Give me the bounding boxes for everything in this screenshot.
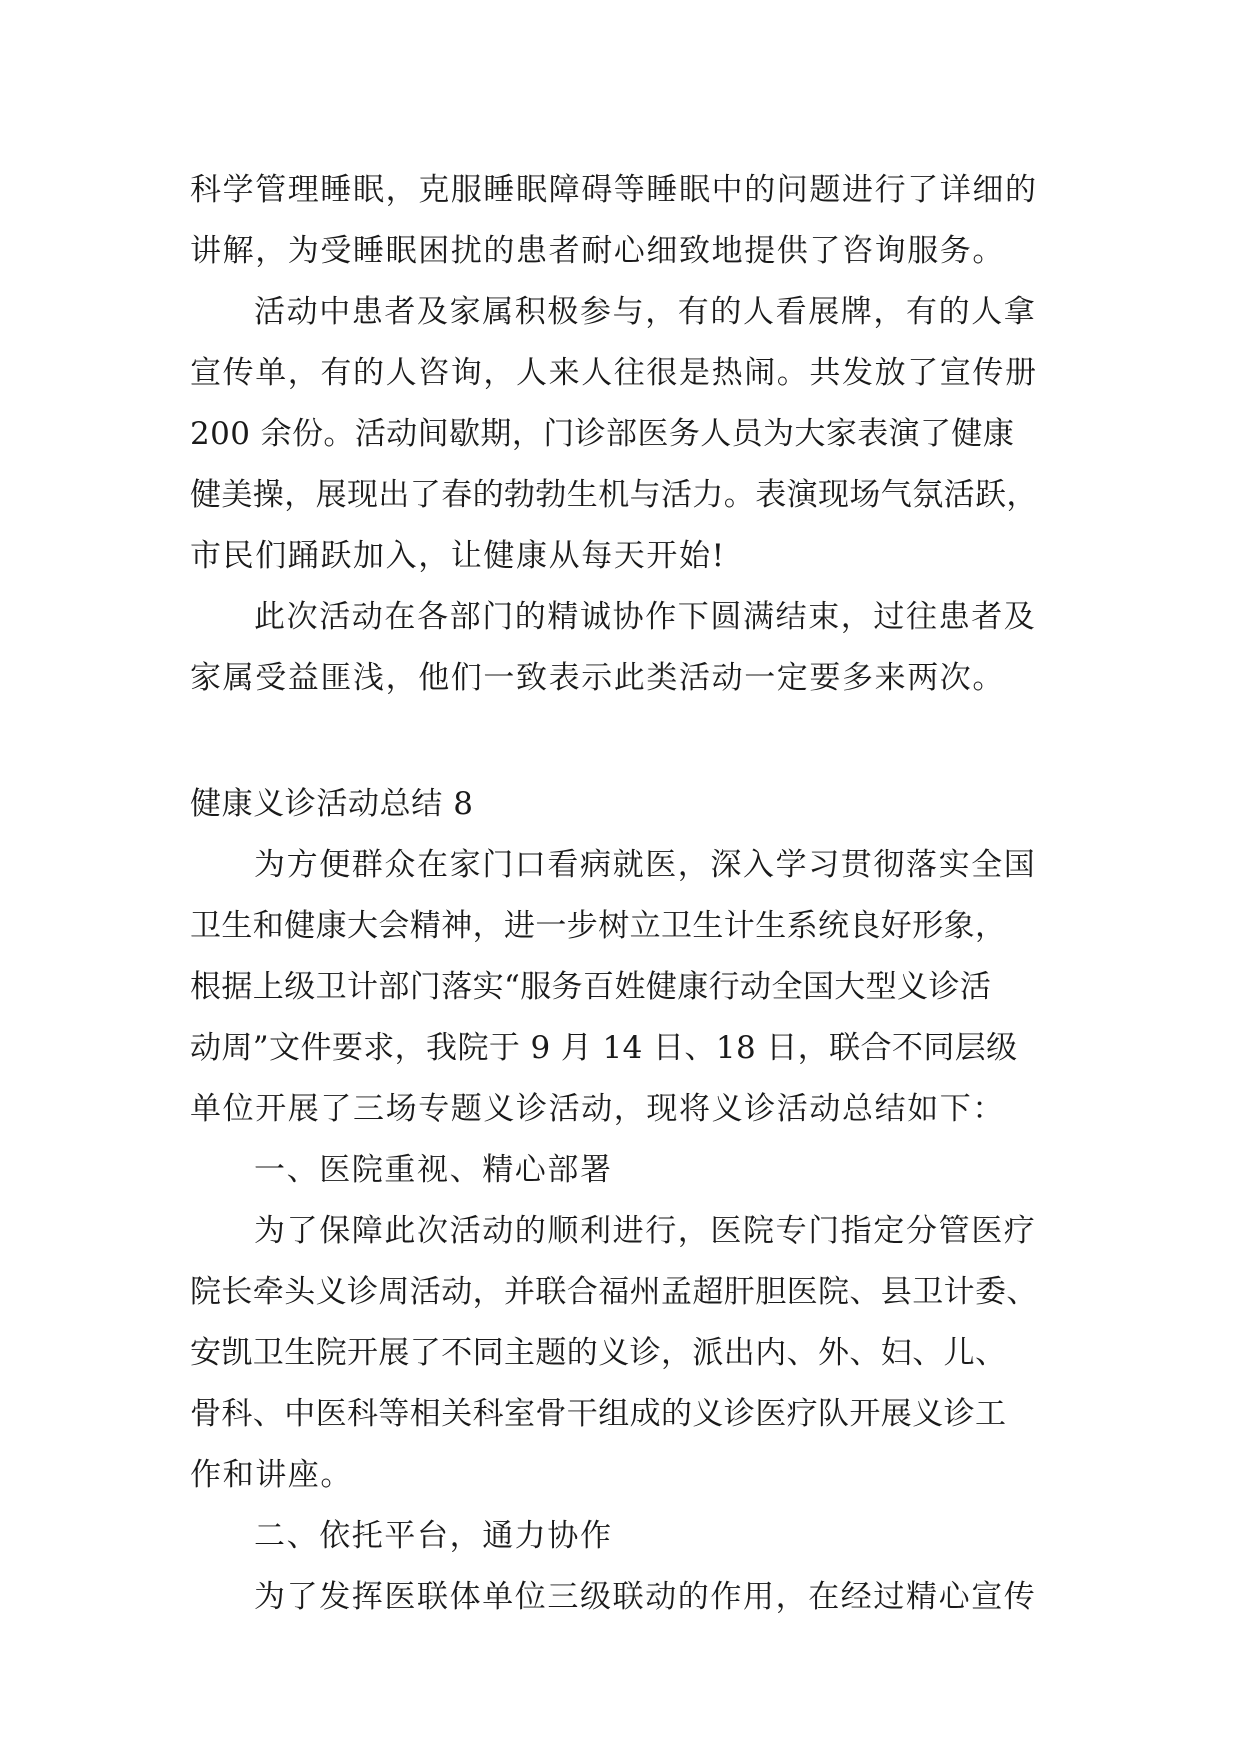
document-body [190,160,1050,1628]
paragraph-start: 为了发挥医联体单位三级联动的作用，在经过精心宣传 [254,1579,1037,1615]
text-line: 宣传单，有的人咨询，人来人往很是热闹。共发放了宣传册 [190,355,1038,391]
text-line: 200 余份。活动间歇期，门诊部医务人员为大家表演了健康 [190,416,1015,452]
text-line: 科学管理睡眠，克服睡眠障碍等睡眠中的问题进行了详细的 [190,172,1038,208]
text-line: 卫生和健康大会精神，进一步树立卫生计生系统良好形象， [190,908,1007,944]
text-line: 作和讲座。 [190,1457,353,1493]
subheading: 一、医院重视、精心部署 [254,1152,613,1188]
text-line: 健美操，展现出了春的勃勃生机与活力。表演现场气氛活跃， [190,477,1038,513]
paragraph-start: 为了保障此次活动的顺利进行，医院专门指定分管医疗 [254,1213,1037,1249]
text-line: 家属受益匪浅，他们一致表示此类活动一定要多来两次。 [190,660,1005,696]
paragraph-start: 为方便群众在家门口看病就医，深入学习贯彻落实全国 [254,847,1037,883]
subheading: 二、依托平台，通力协作 [254,1518,613,1554]
text-line: 安凯卫生院开展了不同主题的义诊，派出内、外、妇、儿、 [190,1335,1007,1371]
text-line: 院长牵头义诊周活动，并联合福州孟超肝胆医院、县卫计委、 [190,1274,1038,1310]
paragraph-start: 活动中患者及家属积极参与，有的人看展牌，有的人拿 [254,294,1037,330]
text-line: 骨科、中医科等相关科室骨干组成的义诊医疗队开展义诊工 [190,1396,1007,1432]
text-line: 讲解，为受睡眠困扰的患者耐心细致地提供了咨询服务。 [190,233,1005,269]
text-line: 单位开展了三场专题义诊活动，现将义诊活动总结如下： [190,1091,1005,1127]
text-line: 根据上级卫计部门落实“服务百姓健康行动全国大型义诊活 [190,969,992,1005]
text-line: 动周”文件要求，我院于 9 月 14 日、18 日，联合不同层级 [190,1030,1018,1066]
text-line: 市民们踊跃加入，让健康从每天开始! [190,538,726,574]
section-title: 健康义诊活动总结 8 [190,786,474,822]
paragraph-start: 此次活动在各部门的精诚协作下圆满结束，过往患者及 [254,599,1037,635]
